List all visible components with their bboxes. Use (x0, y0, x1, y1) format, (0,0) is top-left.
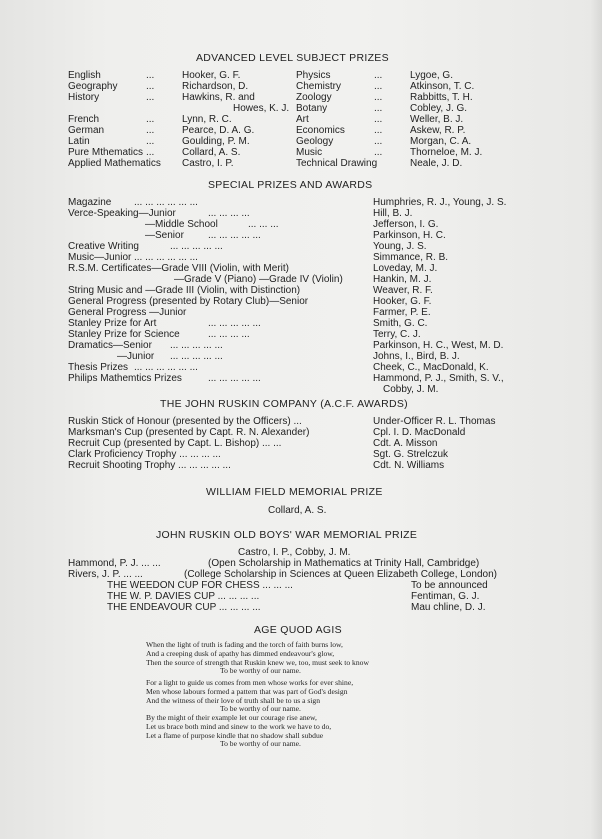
prize-label: String Music and —Grade III (Violin, with Distinction) (68, 285, 301, 296)
poem-stanza-1 (146, 641, 369, 676)
leader-dots: ... ... ... ... (208, 208, 250, 219)
leader-dots: ... (374, 114, 383, 125)
leader-dots: ... (146, 136, 155, 147)
winner-name: Cheek, C., MacDonald, K. (373, 362, 489, 373)
winner-name: Hooker, G. F. (182, 70, 241, 81)
leader-dots: ... ... ... ... ... ... (134, 362, 198, 373)
winner-name: Castro, I. P. (182, 158, 234, 169)
winner-name: Hooker, G. F. (373, 296, 432, 307)
leader-dots: ... (374, 81, 383, 92)
leader-dots: ... ... ... (248, 219, 279, 230)
leader-dots: ... (374, 147, 383, 158)
winner-name: Weaver, R. F. (373, 285, 433, 296)
leader-dots: ... (374, 136, 383, 147)
winner-name: Neale, J. D. (410, 158, 463, 169)
field-title: WILLIAM FIELD MEMORIAL PRIZE (206, 486, 383, 498)
winner-name: Richardson, D. (182, 81, 249, 92)
prize-label (68, 384, 343, 395)
subject: French (68, 114, 100, 125)
subject: Geology (296, 136, 334, 147)
poem-stanza-3 (146, 714, 331, 749)
leader-dots (0, 307, 360, 318)
leader-dots (146, 103, 154, 114)
leader-dots: ... ... ... ... ... (170, 351, 223, 362)
prize-label: Dramatics—Senior (68, 340, 152, 351)
prize-label: General Progress (presented by Rotary Club)—Senior (68, 296, 309, 307)
prize-label: Music—Junior (68, 252, 132, 263)
prize-label: Creative Writing (68, 241, 139, 252)
advanced-right-dots (374, 70, 382, 158)
winner-name: Askew, R. P. (410, 125, 466, 136)
winner-name: Collard, A. S. (182, 147, 241, 158)
winner-name: Lygoe, G. (410, 70, 453, 81)
leader-dots: ... (374, 70, 383, 81)
award-label: Recruit Shooting Trophy ... ... ... ... ... (68, 460, 231, 471)
ruskin-names (373, 416, 495, 471)
leader-dots: ... (146, 92, 155, 103)
leader-dots: ... (146, 114, 155, 125)
advanced-right-names (410, 70, 482, 169)
winner-name: Under-Officer R. L. Thomas (373, 416, 496, 427)
winner-name: Parkinson, H. C. (373, 230, 446, 241)
advanced-right-subjects (296, 70, 377, 169)
winner-name: Pearce, D. A. G. (182, 125, 255, 136)
winner-name: Johns, I., Bird, B. J. (373, 351, 460, 362)
prize-label: —Middle School (145, 219, 218, 230)
subject: Latin (68, 136, 90, 147)
winner-name: Hill, B. J. (373, 208, 413, 219)
winner-name: Cobby, J. M. (383, 384, 439, 395)
leader-dots: ... ... ... ... ... (208, 230, 261, 241)
poem-stanza-2 (146, 679, 353, 714)
winner-name: Farmer, P. E. (373, 307, 431, 318)
poem-line: Let us brace both mind and sinew to the work we have to do, (146, 721, 332, 731)
prize-label: Verce-Speaking—Junior (68, 208, 176, 219)
prize-label: Philips Mathemtics Prizes (68, 373, 182, 384)
winner-name: Fentiman, G. J. (411, 591, 480, 602)
leader-dots (0, 285, 360, 296)
winner-name: Mau chline, D. J. (411, 602, 486, 613)
oldboys-labels (68, 558, 161, 580)
leader-dots (0, 296, 360, 307)
winner-name: Jefferson, I. G. (373, 219, 439, 230)
subject: Economics (296, 125, 345, 136)
winner-name: To be announced (411, 580, 488, 591)
prize-label: —Grade V (Piano) —Grade IV (Violin) (174, 274, 343, 285)
leader-dots (0, 274, 360, 285)
award-label: Marksman's Cup (presented by Capt. R. N. Alexander) (68, 427, 310, 438)
winner-name: Morgan, C. A. (410, 136, 472, 147)
advanced-title: ADVANCED LEVEL SUBJECT PRIZES (196, 52, 389, 64)
winner-name: Simmance, R. B. (373, 252, 449, 263)
subject: Chemistry (296, 81, 342, 92)
award-label: Clark Proficiency Trophy ... ... ... ... (68, 449, 221, 460)
poem-line: By the might of their example let our courage rise anew, (146, 713, 317, 722)
leader-dots: ... (374, 92, 383, 103)
cups-labels (107, 580, 293, 613)
winner-name: Loveday, M. J. (373, 263, 438, 274)
poem-refrain: To be worthy of our name. (220, 739, 301, 749)
ruskin-title: THE JOHN RUSKIN COMPANY (A.C.F. AWARDS) (160, 398, 408, 410)
winner-name: Cdt. N. Williams (373, 460, 445, 471)
winner-name: Hankin, M. J. (373, 274, 432, 285)
subject: Music (296, 147, 323, 158)
oldboys-title: JOHN RUSKIN OLD BOYS' WAR MEMORIAL PRIZE (156, 529, 418, 541)
scholarship-detail: (College Scholarship in Sciences at Queen Elizabeth College, London) (184, 569, 497, 580)
winner-name: Smith, G. C. (373, 318, 428, 329)
winner-name: Young, J. S. (373, 241, 427, 252)
subject: Physics (296, 70, 331, 81)
poem-line: Then the source of strength that Ruskin knew we, too, must seek to know (146, 657, 369, 667)
scholar-name: Rivers, J. P. ... ... (68, 569, 143, 580)
poem-line: For a light to guide us comes from men whose works for ever shine, (146, 678, 354, 687)
leader-dots: ... (374, 125, 383, 136)
subject: German (68, 125, 105, 136)
oldboys-winners: Castro, I. P., Cobby, J. M. (238, 547, 351, 558)
winner-name: Lynn, R. C. (182, 114, 232, 125)
leader-dots: ... (146, 81, 155, 92)
leader-dots: ... ... ... ... (208, 329, 250, 340)
winner-name: Hawkins, R. and (182, 92, 255, 103)
leader-dots (146, 158, 154, 169)
leader-dots: ... ... ... ... ... (170, 241, 223, 252)
prize-label: General Progress —Junior (68, 307, 187, 318)
winner-name: Howes, K. J. (233, 103, 290, 114)
leader-dots: ... (146, 70, 155, 81)
advanced-left-names (182, 70, 289, 169)
scholarship-detail: (Open Scholarship in Mathematics at Trinity Hall, Cambridge) (208, 558, 480, 569)
subject: Pure Mthematics (68, 147, 144, 158)
cup-label: THE WEEDON CUP FOR CHESS ... ... ... (107, 580, 293, 591)
field-winner: Collard, A. S. (268, 505, 327, 516)
winner-name: Cpl. I. D. MacDonald (373, 427, 466, 438)
poem-line: And the witness of their love of truth shall be to us a sign (146, 695, 320, 705)
prize-label: Thesis Prizes (68, 362, 129, 373)
special-names (373, 197, 506, 395)
poem-title: AGE QUOD AGIS (254, 624, 342, 636)
leader-dots: ... ... ... ... ... (208, 318, 261, 329)
leader-dots: ... ... ... ... ... (170, 340, 223, 351)
leader-dots (0, 263, 360, 274)
subject: Geography (68, 81, 118, 92)
leader-dots: ... ... ... ... ... ... (134, 197, 198, 208)
special-dots (0, 197, 360, 384)
subject: History (68, 92, 100, 103)
winner-name: Sgt. G. Strelczuk (373, 449, 449, 460)
prize-label: Stanley Prize for Art (68, 318, 157, 329)
winner-name: Weller, B. J. (410, 114, 464, 125)
winner-name: Atkinson, T. C. (410, 81, 475, 92)
prize-label: Magazine (68, 197, 112, 208)
prize-label: —Junior (117, 351, 155, 362)
winner-name: Cobley, J. G. (410, 103, 468, 114)
cup-label: THE W. P. DAVIES CUP ... ... ... ... (107, 591, 260, 602)
cup-label: THE ENDEAVOUR CUP ... ... ... ... (107, 602, 261, 613)
leader-dots: ... ... ... ... ... (208, 373, 261, 384)
winner-name: Goulding, P. M. (182, 136, 250, 147)
ruskin-labels (68, 416, 309, 471)
leader-dots: ... (374, 103, 383, 114)
advanced-left-dots (146, 70, 154, 169)
subject: English (68, 70, 101, 81)
winner-name: Cdt. A. Misson (373, 438, 438, 449)
scholar-name: Hammond, P. J. ... ... (68, 558, 161, 569)
special-title: SPECIAL PRIZES AND AWARDS (208, 179, 373, 191)
winner-name: Parkinson, H. C., West, M. D. (373, 340, 504, 351)
poem-refrain: To be worthy of our name. (220, 666, 301, 676)
winner-name: Hammond, P. J., Smith, S. V., (373, 373, 504, 384)
winner-name: Terry, C. J. (373, 329, 421, 340)
poem-line: Let a flame of purpose kindle that no shadow shall subdue (146, 730, 324, 740)
award-label: Recruit Cup (presented by Capt. L. Bishop) ... ... (68, 438, 282, 449)
winner-name: Rabbitts, T. H. (410, 92, 473, 103)
cups-names (411, 580, 488, 613)
subject: Art (296, 114, 309, 125)
oldboys-details (184, 558, 497, 580)
subject: Botany (296, 103, 328, 114)
subject: Applied Mathematics (68, 158, 161, 169)
winner-name: Thorneloe, M. J. (410, 147, 483, 158)
prize-label: R.S.M. Certificates—Grade VIII (Violin, with Merit) (68, 263, 289, 274)
leader-dots: ... (146, 125, 155, 136)
page-fold-shadow (590, 0, 602, 839)
poem-line: When the light of truth is fading and the torch of faith burns low, (146, 640, 343, 649)
prize-label: —Senior (145, 230, 184, 241)
award-label: Ruskin Stick of Honour (presented by the Officers) ... (68, 416, 302, 427)
poem-line: Men whose labours formed a pattern that was part of God's design (146, 686, 348, 696)
leader-dots: ... (146, 147, 155, 158)
poem-line: And a creeping dusk of apathy has dimmed endeavour's glow, (146, 648, 335, 658)
leader-dots: ... ... ... ... ... ... (134, 252, 198, 263)
subject: Technical Drawing (296, 158, 378, 169)
subject: Zoology (296, 92, 332, 103)
poem-refrain: To be worthy of our name. (220, 704, 301, 714)
winner-name: Humphries, R. J., Young, J. S. (373, 197, 507, 208)
prize-label: Stanley Prize for Science (68, 329, 180, 340)
